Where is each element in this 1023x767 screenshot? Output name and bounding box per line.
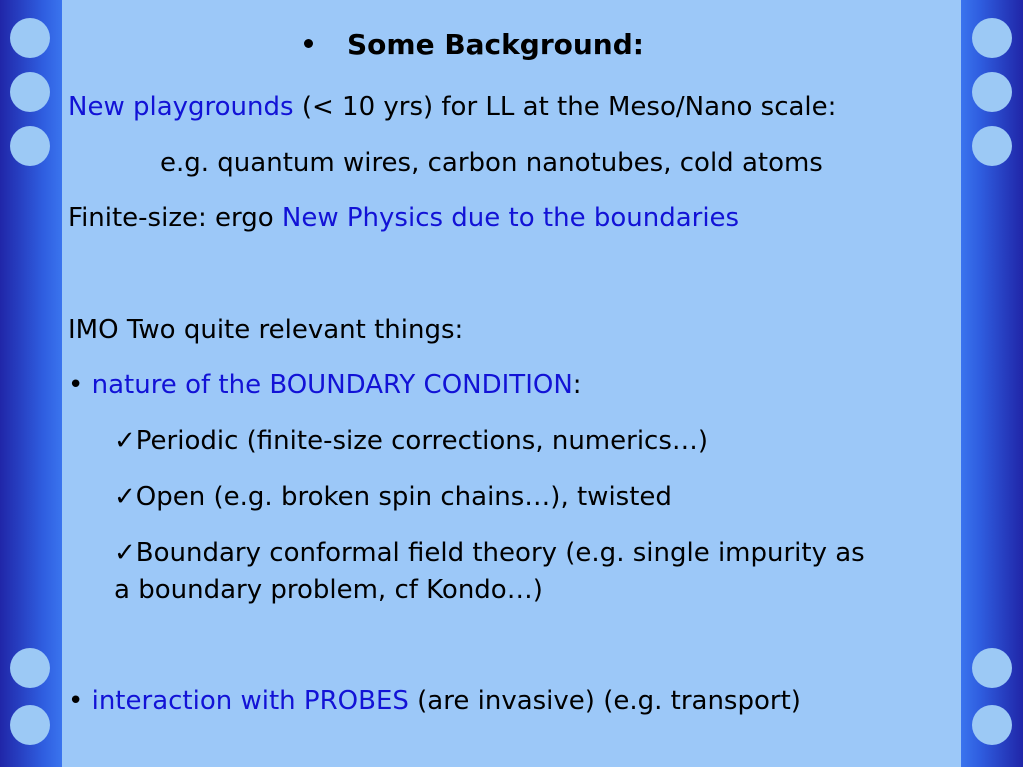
title-bullet [304, 39, 313, 48]
binding-hole [972, 126, 1012, 166]
check-icon: ✓ [114, 482, 136, 512]
left-binding-strip [0, 0, 62, 767]
binding-hole [10, 72, 50, 112]
binding-hole [10, 18, 50, 58]
binding-hole [10, 126, 50, 166]
binding-hole [972, 705, 1012, 745]
binding-hole [972, 18, 1012, 58]
check-icon: ✓ [114, 426, 136, 456]
binding-hole [972, 648, 1012, 688]
slide-title: Some Background: [304, 28, 644, 61]
slide-content-panel [62, 0, 961, 767]
check-item-periodic: ✓Periodic (finite-size corrections, numerics…) [114, 426, 709, 456]
check-item-bcft-continued: a boundary problem, cf Kondo…) [114, 575, 543, 605]
line-examples: e.g. quantum wires, carbon nanotubes, cold atoms [160, 148, 823, 178]
binding-hole [10, 648, 50, 688]
check-item-bcft: ✓Boundary conformal field theory (e.g. single impurity as [114, 538, 865, 568]
line-finite-size: Finite-size: ergo New Physics due to the boundaries [68, 203, 740, 233]
bullet-probes: • interaction with PROBES (are invasive) (e.g. transport) [68, 686, 801, 716]
line-new-playgrounds: New playgrounds (< 10 yrs) for LL at the Meso/Nano scale: [68, 92, 837, 122]
check-item-open: ✓Open (e.g. broken spin chains…), twisted [114, 482, 672, 512]
line-imo: IMO Two quite relevant things: [68, 315, 464, 345]
binding-hole [10, 705, 50, 745]
right-binding-strip [961, 0, 1023, 767]
check-icon: ✓ [114, 538, 136, 568]
binding-hole [972, 72, 1012, 112]
bullet-boundary-condition: • nature of the BOUNDARY CONDITION: [68, 370, 582, 400]
